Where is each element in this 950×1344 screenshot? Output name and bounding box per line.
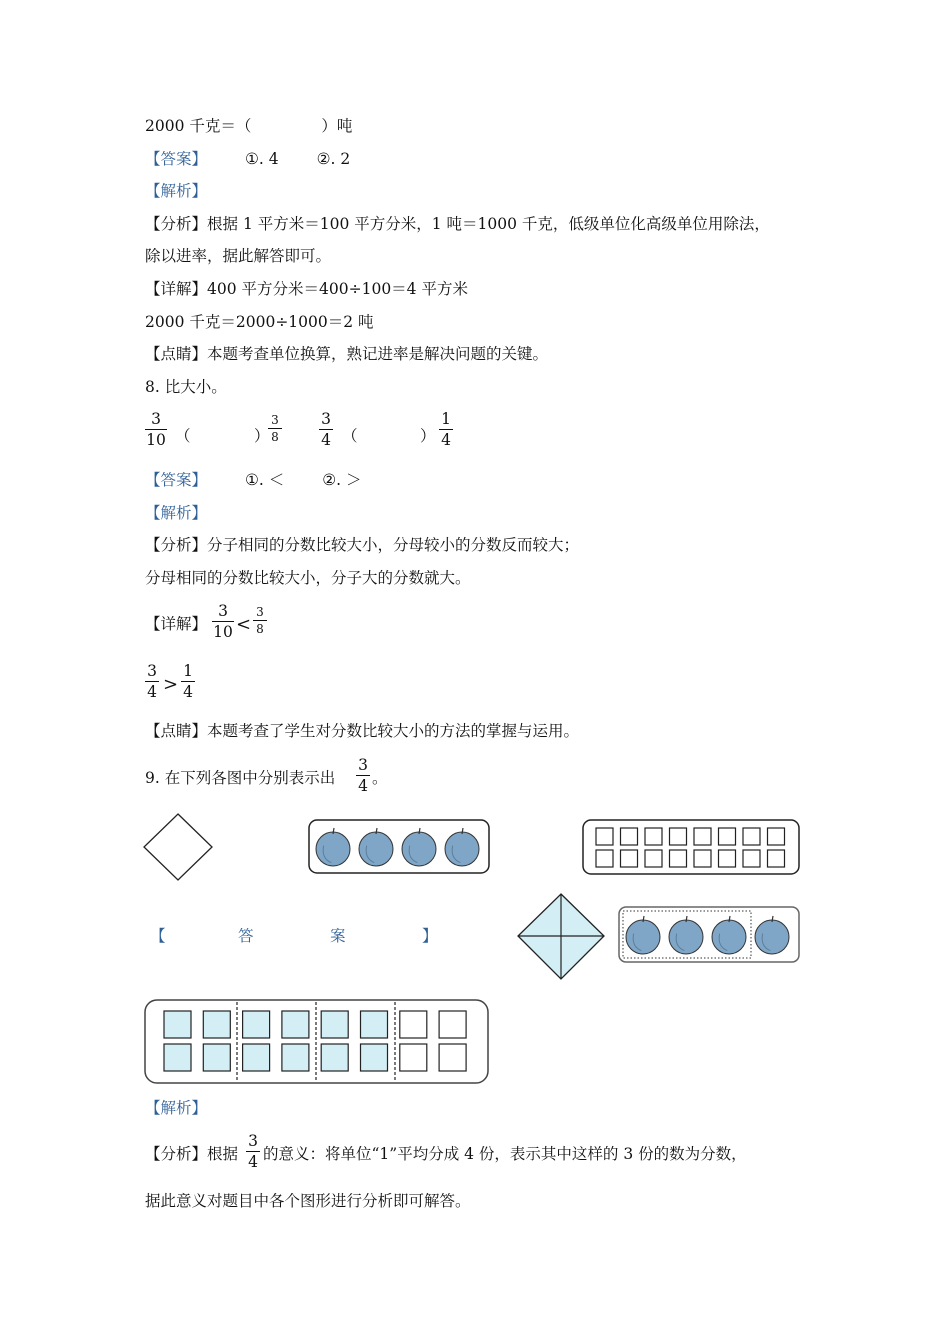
fraction-bar: [145, 681, 159, 682]
fraction-numerator: 1: [441, 410, 451, 428]
fraction-bar: [181, 681, 195, 682]
q8-paren-close-1: ）: [254, 427, 270, 445]
small-square: [621, 828, 638, 845]
q8-paren-open-1: （: [175, 427, 191, 445]
q7-fenxi-text-1: 根据 1 平方米＝100 平方分米，1 吨＝1000 千克，低级单位化高级单位用除法，: [207, 215, 770, 233]
fraction-numerator: 3: [271, 413, 279, 427]
q9-fenxi-line-2: 据此意义对题目中各个图形进行分析即可解答。: [145, 1192, 471, 1210]
small-square: [694, 828, 711, 845]
q9-jiexi-tag: 【解析】: [145, 1099, 208, 1117]
q8-fraction-3-8: [268, 413, 282, 444]
q8-detail-fraction-3-8: [253, 605, 267, 636]
shaded-square: [164, 1011, 191, 1038]
small-square: [596, 850, 613, 867]
apple-icon: [626, 916, 660, 954]
fraction-numerator: 3: [218, 602, 228, 620]
fraction-denominator: 10: [146, 431, 166, 449]
q8-less-than-sign: <: [236, 614, 252, 635]
apple-icon: [755, 916, 789, 954]
shaded-square: [282, 1011, 309, 1038]
small-square: [596, 828, 613, 845]
q9-small-squares-box: [582, 819, 800, 875]
q9-square-figure: [143, 812, 215, 884]
unshaded-square: [439, 1011, 466, 1038]
fraction-numerator: 3: [358, 756, 368, 774]
shaded-square: [361, 1011, 388, 1038]
q7-answer-1: ①. 4: [245, 150, 279, 168]
q9-title-fraction-3-4: [356, 756, 370, 795]
q8-fenxi-line-2: 分母相同的分数比较大小，分子大的分数就大。: [145, 569, 471, 587]
q7-fenxi-line-1: [145, 213, 770, 235]
unshaded-square: [439, 1044, 466, 1071]
shaded-square: [361, 1044, 388, 1071]
apple-icon: [316, 828, 350, 866]
q8-dianjing-text: 本题考查了学生对分数比较大小的方法的掌握与运用。: [207, 722, 580, 740]
fraction-denominator: 10: [213, 623, 233, 641]
fraction-denominator: 4: [441, 431, 451, 449]
q8-fenxi-text-1: 分子相同的分数比较大小，分母较小的分数反而较大；: [207, 536, 580, 554]
fraction-denominator: 4: [358, 777, 368, 795]
q9-answer-apple-box: [618, 906, 800, 963]
q9-title-end: 。: [372, 769, 388, 787]
fraction-numerator: 3: [151, 410, 161, 428]
small-square: [768, 828, 785, 845]
q8-dianjing-line: [145, 720, 579, 742]
small-square: [743, 828, 760, 845]
q9-answer-char: 】: [422, 927, 438, 945]
q7-dianjing-tag: 【点睛】: [145, 345, 208, 363]
q8-paren-close-2: ）: [420, 427, 436, 445]
q7-answer-2: ②. 2: [316, 150, 351, 168]
q8-dianjing-tag: 【点睛】: [145, 722, 208, 740]
q7-dianjing-line: [145, 343, 548, 365]
q9-answer-char: 案: [330, 927, 346, 945]
q8-detail-fraction-1-4: [181, 662, 195, 701]
fraction-numerator: 1: [183, 662, 193, 680]
q8-answer-tag: 【答案】: [145, 471, 208, 489]
small-square: [768, 850, 785, 867]
fraction-numerator: 3: [321, 410, 331, 428]
q9-answer-square-figure: [517, 893, 607, 981]
q9-fenxi-fraction-3-4: [246, 1132, 260, 1171]
fraction-bar: [212, 621, 234, 622]
small-square: [645, 850, 662, 867]
q8-greater-than-sign: >: [163, 674, 179, 695]
q8-fraction-1-4: [439, 410, 453, 449]
fraction-numerator: 3: [147, 662, 157, 680]
shaded-square: [203, 1044, 230, 1071]
shaded-square: [321, 1044, 348, 1071]
q7-answer-line: [145, 148, 350, 170]
q7-dianjing-text: 本题考查单位换算，熟记进率是解决问题的关键。: [207, 345, 549, 363]
q9-title: 9. 在下列各图中分别表示出: [145, 769, 336, 787]
q7-xiangjie-text-1: 400 平方分米＝400÷100＝4 平方米: [207, 280, 468, 298]
shaded-square: [243, 1044, 270, 1071]
fraction-numerator: 3: [248, 1132, 258, 1150]
q8-answer-line: [145, 469, 362, 491]
q9-answer-char: 答: [238, 927, 254, 945]
q7-xiangjie-line-1: [145, 278, 468, 300]
fraction-bar: [145, 429, 167, 430]
q7-xiangjie-line-2: 2000 千克＝2000÷1000＝2 吨: [145, 313, 374, 331]
fraction-bar: [253, 620, 267, 621]
q8-detail-fraction-3-4: [145, 662, 159, 701]
shaded-square: [164, 1044, 191, 1071]
unshaded-square: [400, 1044, 427, 1071]
q7-xiangjie-tag: 【详解】: [145, 280, 208, 298]
small-square: [719, 828, 736, 845]
apple-icon: [669, 916, 703, 954]
small-square: [670, 828, 687, 845]
q9-answer-squares-box: [144, 999, 489, 1084]
q9-answer-char: 【: [150, 927, 166, 945]
fraction-denominator: 8: [256, 622, 264, 636]
q8-paren-open-2: （: [342, 427, 358, 445]
q7-jiexi-tag: 【解析】: [145, 182, 208, 200]
q9-fenxi-line-start: [145, 1143, 238, 1165]
q7-conversion-line: [145, 115, 352, 137]
fraction-denominator: 4: [183, 683, 193, 701]
shaded-square: [243, 1011, 270, 1038]
fraction-bar: [268, 428, 282, 429]
fraction-bar: [319, 429, 333, 430]
q8-answer-1: ①. ＜: [245, 471, 285, 489]
q7-answer-tag: 【答案】: [145, 150, 208, 168]
q9-fenxi-pre: 根据: [207, 1145, 239, 1163]
fraction-bar: [439, 429, 453, 430]
q8-answer-2: ②. ＞: [322, 471, 362, 489]
q9-fenxi-tag: 【分析】: [145, 1145, 208, 1163]
q8-jiexi-tag: 【解析】: [145, 504, 208, 522]
small-square: [719, 850, 736, 867]
fraction-numerator: 3: [256, 605, 264, 619]
small-square: [743, 850, 760, 867]
fraction-denominator: 8: [271, 430, 279, 444]
q7-fenxi-tag: 【分析】: [145, 215, 208, 233]
fraction-bar: [356, 775, 370, 776]
fraction-bar: [246, 1151, 260, 1152]
q8-fraction-3-10: [145, 410, 167, 449]
apple-icon: [359, 828, 393, 866]
small-square: [670, 850, 687, 867]
q8-detail-fraction-3-10: [212, 602, 234, 641]
q8-fraction-3-4: [319, 410, 333, 449]
small-square: [645, 828, 662, 845]
unshaded-square: [400, 1011, 427, 1038]
q9-fenxi-post: 的意义：将单位“1”平均分成 4 份，表示其中这样的 3 份的数为分数，: [263, 1145, 747, 1163]
small-square: [694, 850, 711, 867]
fraction-denominator: 4: [321, 431, 331, 449]
apple-icon: [402, 828, 436, 866]
small-square: [621, 850, 638, 867]
q7-line-prefix: 2000 千克＝（: [145, 117, 252, 135]
fraction-denominator: 4: [248, 1153, 258, 1171]
q8-fenxi-tag: 【分析】: [145, 536, 208, 554]
apple-icon: [445, 828, 479, 866]
q8-fenxi-line-1: [145, 534, 579, 556]
apple-icon: [712, 916, 746, 954]
fraction-denominator: 4: [147, 683, 157, 701]
q7-line-suffix: ）吨: [321, 117, 353, 135]
shaded-square: [282, 1044, 309, 1071]
shaded-square: [203, 1011, 230, 1038]
q7-fenxi-line-2: 除以进率，据此解答即可。: [145, 247, 332, 265]
shaded-square: [321, 1011, 348, 1038]
q9-apple-box: [308, 819, 490, 874]
q8-xiangjie-tag: 【详解】: [145, 615, 208, 633]
q8-title: 8. 比大小。: [145, 378, 227, 396]
